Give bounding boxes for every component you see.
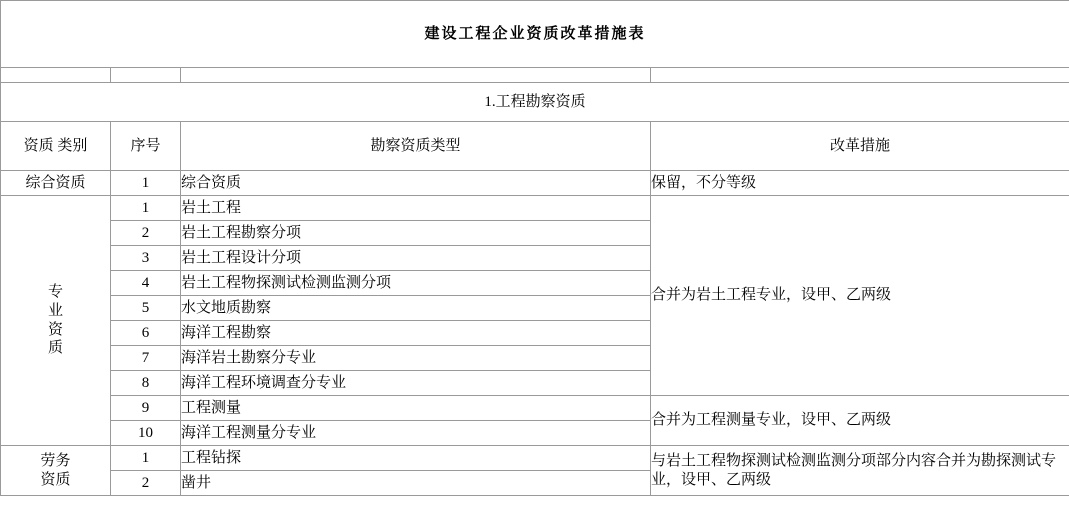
spacer-cell-3	[181, 68, 651, 83]
row-type: 海洋岩土勘察分专业	[181, 346, 651, 371]
row-index: 2	[111, 221, 181, 246]
section-title-row	[1, 83, 1069, 122]
row-index: 1	[111, 171, 181, 196]
row-index: 6	[111, 321, 181, 346]
row-index: 9	[111, 396, 181, 421]
row-index: 4	[111, 271, 181, 296]
row-index: 8	[111, 371, 181, 396]
table-row	[1, 396, 1069, 421]
row-measure: 合并为工程测量专业，设甲、乙两级	[651, 396, 1069, 446]
title-row	[1, 1, 1069, 68]
header-category	[1, 122, 111, 171]
table-row	[1, 446, 1069, 471]
row-type: 岩土工程	[181, 196, 651, 221]
document-title: 建设工程企业资质改革措施表	[1, 1, 1069, 68]
row-index: 1	[111, 196, 181, 221]
row-type: 海洋工程环境调查分专业	[181, 371, 651, 396]
spacer-cell-1	[1, 68, 111, 83]
header-category-line2: 类别	[57, 137, 88, 154]
category-labor	[1, 446, 111, 496]
category-comprehensive: 综合资质	[1, 171, 111, 196]
row-type: 工程钻探	[181, 446, 651, 471]
category-labor-char-0: 劳务	[40, 452, 71, 469]
category-professional-char-0: 专	[47, 284, 63, 300]
row-measure: 保留，不分等级	[651, 171, 1069, 196]
category-professional	[1, 196, 111, 446]
category-labor-char-1: 资质	[40, 471, 71, 488]
category-professional-char-1: 业	[47, 302, 63, 319]
header-measure: 改革措施	[651, 122, 1069, 171]
header-type: 勘察资质类型	[181, 122, 651, 171]
row-measure: 合并为岩土工程专业，设甲、乙两级	[651, 196, 1069, 396]
table-header-row	[1, 122, 1069, 171]
spacer-row	[1, 68, 1069, 83]
header-category-line1: 资质	[23, 137, 54, 154]
row-type: 海洋工程测量分专业	[181, 421, 651, 446]
row-index: 10	[111, 421, 181, 446]
section-title: 1.工程勘察资质	[1, 83, 1069, 122]
row-index: 1	[111, 446, 181, 471]
table-row	[1, 196, 1069, 221]
header-index: 序号	[111, 122, 181, 171]
row-type: 岩土工程勘察分项	[181, 221, 651, 246]
row-type: 岩土工程设计分项	[181, 246, 651, 271]
row-type: 岩土工程物探测试检测监测分项	[181, 271, 651, 296]
spacer-cell-4	[651, 68, 1069, 83]
row-type: 工程测量	[181, 396, 651, 421]
table-row	[1, 171, 1069, 196]
row-index: 5	[111, 296, 181, 321]
row-index: 7	[111, 346, 181, 371]
row-type: 综合资质	[181, 171, 651, 196]
row-index: 2	[111, 471, 181, 496]
category-professional-char-3: 质	[47, 340, 63, 357]
row-index: 3	[111, 246, 181, 271]
spacer-cell-2	[111, 68, 181, 83]
row-measure: 与岩土工程物探测试检测监测分项部分内容合并为勘探测试专业，设甲、乙两级	[651, 446, 1069, 496]
row-type: 水文地质勘察	[181, 296, 651, 321]
row-type: 凿井	[181, 471, 651, 496]
row-type: 海洋工程勘察	[181, 321, 651, 346]
category-professional-char-2: 资	[47, 321, 63, 338]
